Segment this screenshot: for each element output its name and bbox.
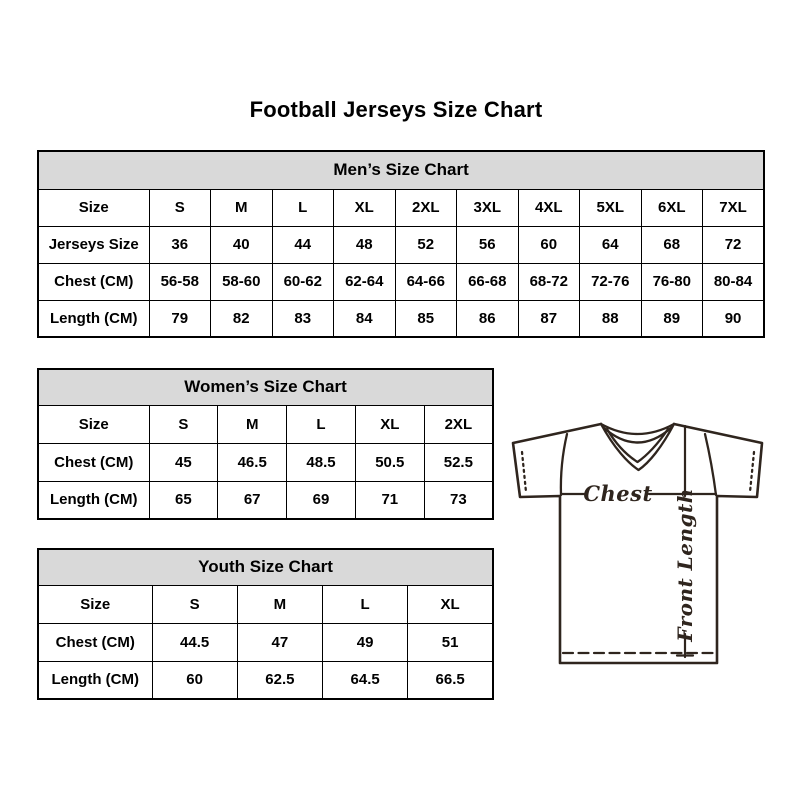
table-cell: 44: [272, 226, 334, 263]
table-cell: 52: [395, 226, 457, 263]
table-cell: 69: [287, 481, 356, 519]
table-cell: 79: [149, 300, 211, 337]
table-row: [38, 623, 493, 661]
table-cell: 84: [334, 300, 396, 337]
chest-label: Chest: [583, 481, 653, 506]
table-cell: 62.5: [237, 661, 322, 699]
table-cell: 64.5: [323, 661, 408, 699]
table-cell: S: [149, 405, 218, 443]
table-row: [38, 585, 493, 623]
table-cell: 46.5: [218, 443, 287, 481]
row-header: Size: [38, 405, 149, 443]
table-cell: 64: [580, 226, 642, 263]
armhole-seam-icon: [705, 434, 716, 495]
table-cell: 85: [395, 300, 457, 337]
mens-table-title: Men’s Size Chart: [38, 151, 764, 189]
table-cell: L: [272, 189, 334, 226]
table-cell: 66.5: [408, 661, 493, 699]
table-cell: 60-62: [272, 263, 334, 300]
table-cell: 72-76: [580, 263, 642, 300]
table-row: [38, 189, 764, 226]
table-cell: 58-60: [211, 263, 273, 300]
table-cell: L: [323, 585, 408, 623]
youth-table-title: Youth Size Chart: [38, 549, 493, 585]
table-cell: 68: [641, 226, 703, 263]
row-header: Jerseys Size: [38, 226, 149, 263]
jersey-outline-icon: [513, 424, 762, 663]
table-cell: 82: [211, 300, 273, 337]
row-header: Length (CM): [38, 661, 152, 699]
table-cell: 3XL: [457, 189, 519, 226]
table-cell: XL: [408, 585, 493, 623]
jersey-diagram: [503, 408, 769, 670]
table-header-row: [38, 151, 764, 189]
row-header: Length (CM): [38, 300, 149, 337]
table-cell: 73: [424, 481, 493, 519]
table-cell: 51: [408, 623, 493, 661]
row-header: Length (CM): [38, 481, 149, 519]
youth-size-table: [37, 548, 494, 700]
table-cell: 56-58: [149, 263, 211, 300]
row-header: Chest (CM): [38, 623, 152, 661]
table-cell: 49: [323, 623, 408, 661]
row-header: Chest (CM): [38, 443, 149, 481]
table-cell: 87: [518, 300, 580, 337]
table-cell: 60: [152, 661, 237, 699]
womens-table-title: Women’s Size Chart: [38, 369, 493, 405]
table-cell: 62-64: [334, 263, 396, 300]
collar-back-arc-icon: [601, 424, 674, 434]
table-cell: 6XL: [641, 189, 703, 226]
row-header: Size: [38, 189, 149, 226]
table-cell: 44.5: [152, 623, 237, 661]
table-header-row: [38, 369, 493, 405]
page-title: Football Jerseys Size Chart: [249, 97, 543, 122]
row-header: Chest (CM): [38, 263, 149, 300]
table-cell: L: [287, 405, 356, 443]
table-cell: 64-66: [395, 263, 457, 300]
table-cell: M: [211, 189, 273, 226]
table-cell: 36: [149, 226, 211, 263]
table-cell: 88: [580, 300, 642, 337]
table-cell: XL: [334, 189, 396, 226]
table-header-row: [38, 549, 493, 585]
table-cell: 80-84: [703, 263, 765, 300]
table-cell: 83: [272, 300, 334, 337]
table-row: [38, 226, 764, 263]
table-cell: M: [218, 405, 287, 443]
table-cell: 86: [457, 300, 519, 337]
table-row: [38, 661, 493, 699]
table-cell: 72: [703, 226, 765, 263]
table-cell: 76-80: [641, 263, 703, 300]
table-cell: S: [149, 189, 211, 226]
row-header: Size: [38, 585, 152, 623]
armhole-seam-icon: [561, 434, 567, 495]
table-cell: 45: [149, 443, 218, 481]
table-cell: 89: [641, 300, 703, 337]
cuff-stitch-icon: [750, 452, 754, 492]
table-cell: 65: [149, 481, 218, 519]
cuff-stitch-icon: [522, 452, 526, 492]
front-length-label: Front Length: [673, 488, 697, 642]
table-cell: M: [237, 585, 322, 623]
mens-size-table: [37, 150, 765, 338]
table-cell: S: [152, 585, 237, 623]
table-cell: 68-72: [518, 263, 580, 300]
table-cell: 71: [355, 481, 424, 519]
table-cell: 4XL: [518, 189, 580, 226]
table-cell: 48: [334, 226, 396, 263]
table-cell: 66-68: [457, 263, 519, 300]
table-cell: 50.5: [355, 443, 424, 481]
table-cell: 7XL: [703, 189, 765, 226]
table-cell: 2XL: [424, 405, 493, 443]
table-cell: 48.5: [287, 443, 356, 481]
table-cell: 5XL: [580, 189, 642, 226]
table-cell: 56: [457, 226, 519, 263]
table-cell: 52.5: [424, 443, 493, 481]
table-row: [38, 263, 764, 300]
table-cell: 67: [218, 481, 287, 519]
table-cell: 2XL: [395, 189, 457, 226]
table-cell: 40: [211, 226, 273, 263]
table-cell: 90: [703, 300, 765, 337]
table-row: [38, 300, 764, 337]
table-cell: XL: [355, 405, 424, 443]
table-cell: 60: [518, 226, 580, 263]
womens-size-table: [37, 368, 494, 520]
table-row: [38, 481, 493, 519]
table-row: [38, 443, 493, 481]
table-cell: 47: [237, 623, 322, 661]
table-row: [38, 405, 493, 443]
